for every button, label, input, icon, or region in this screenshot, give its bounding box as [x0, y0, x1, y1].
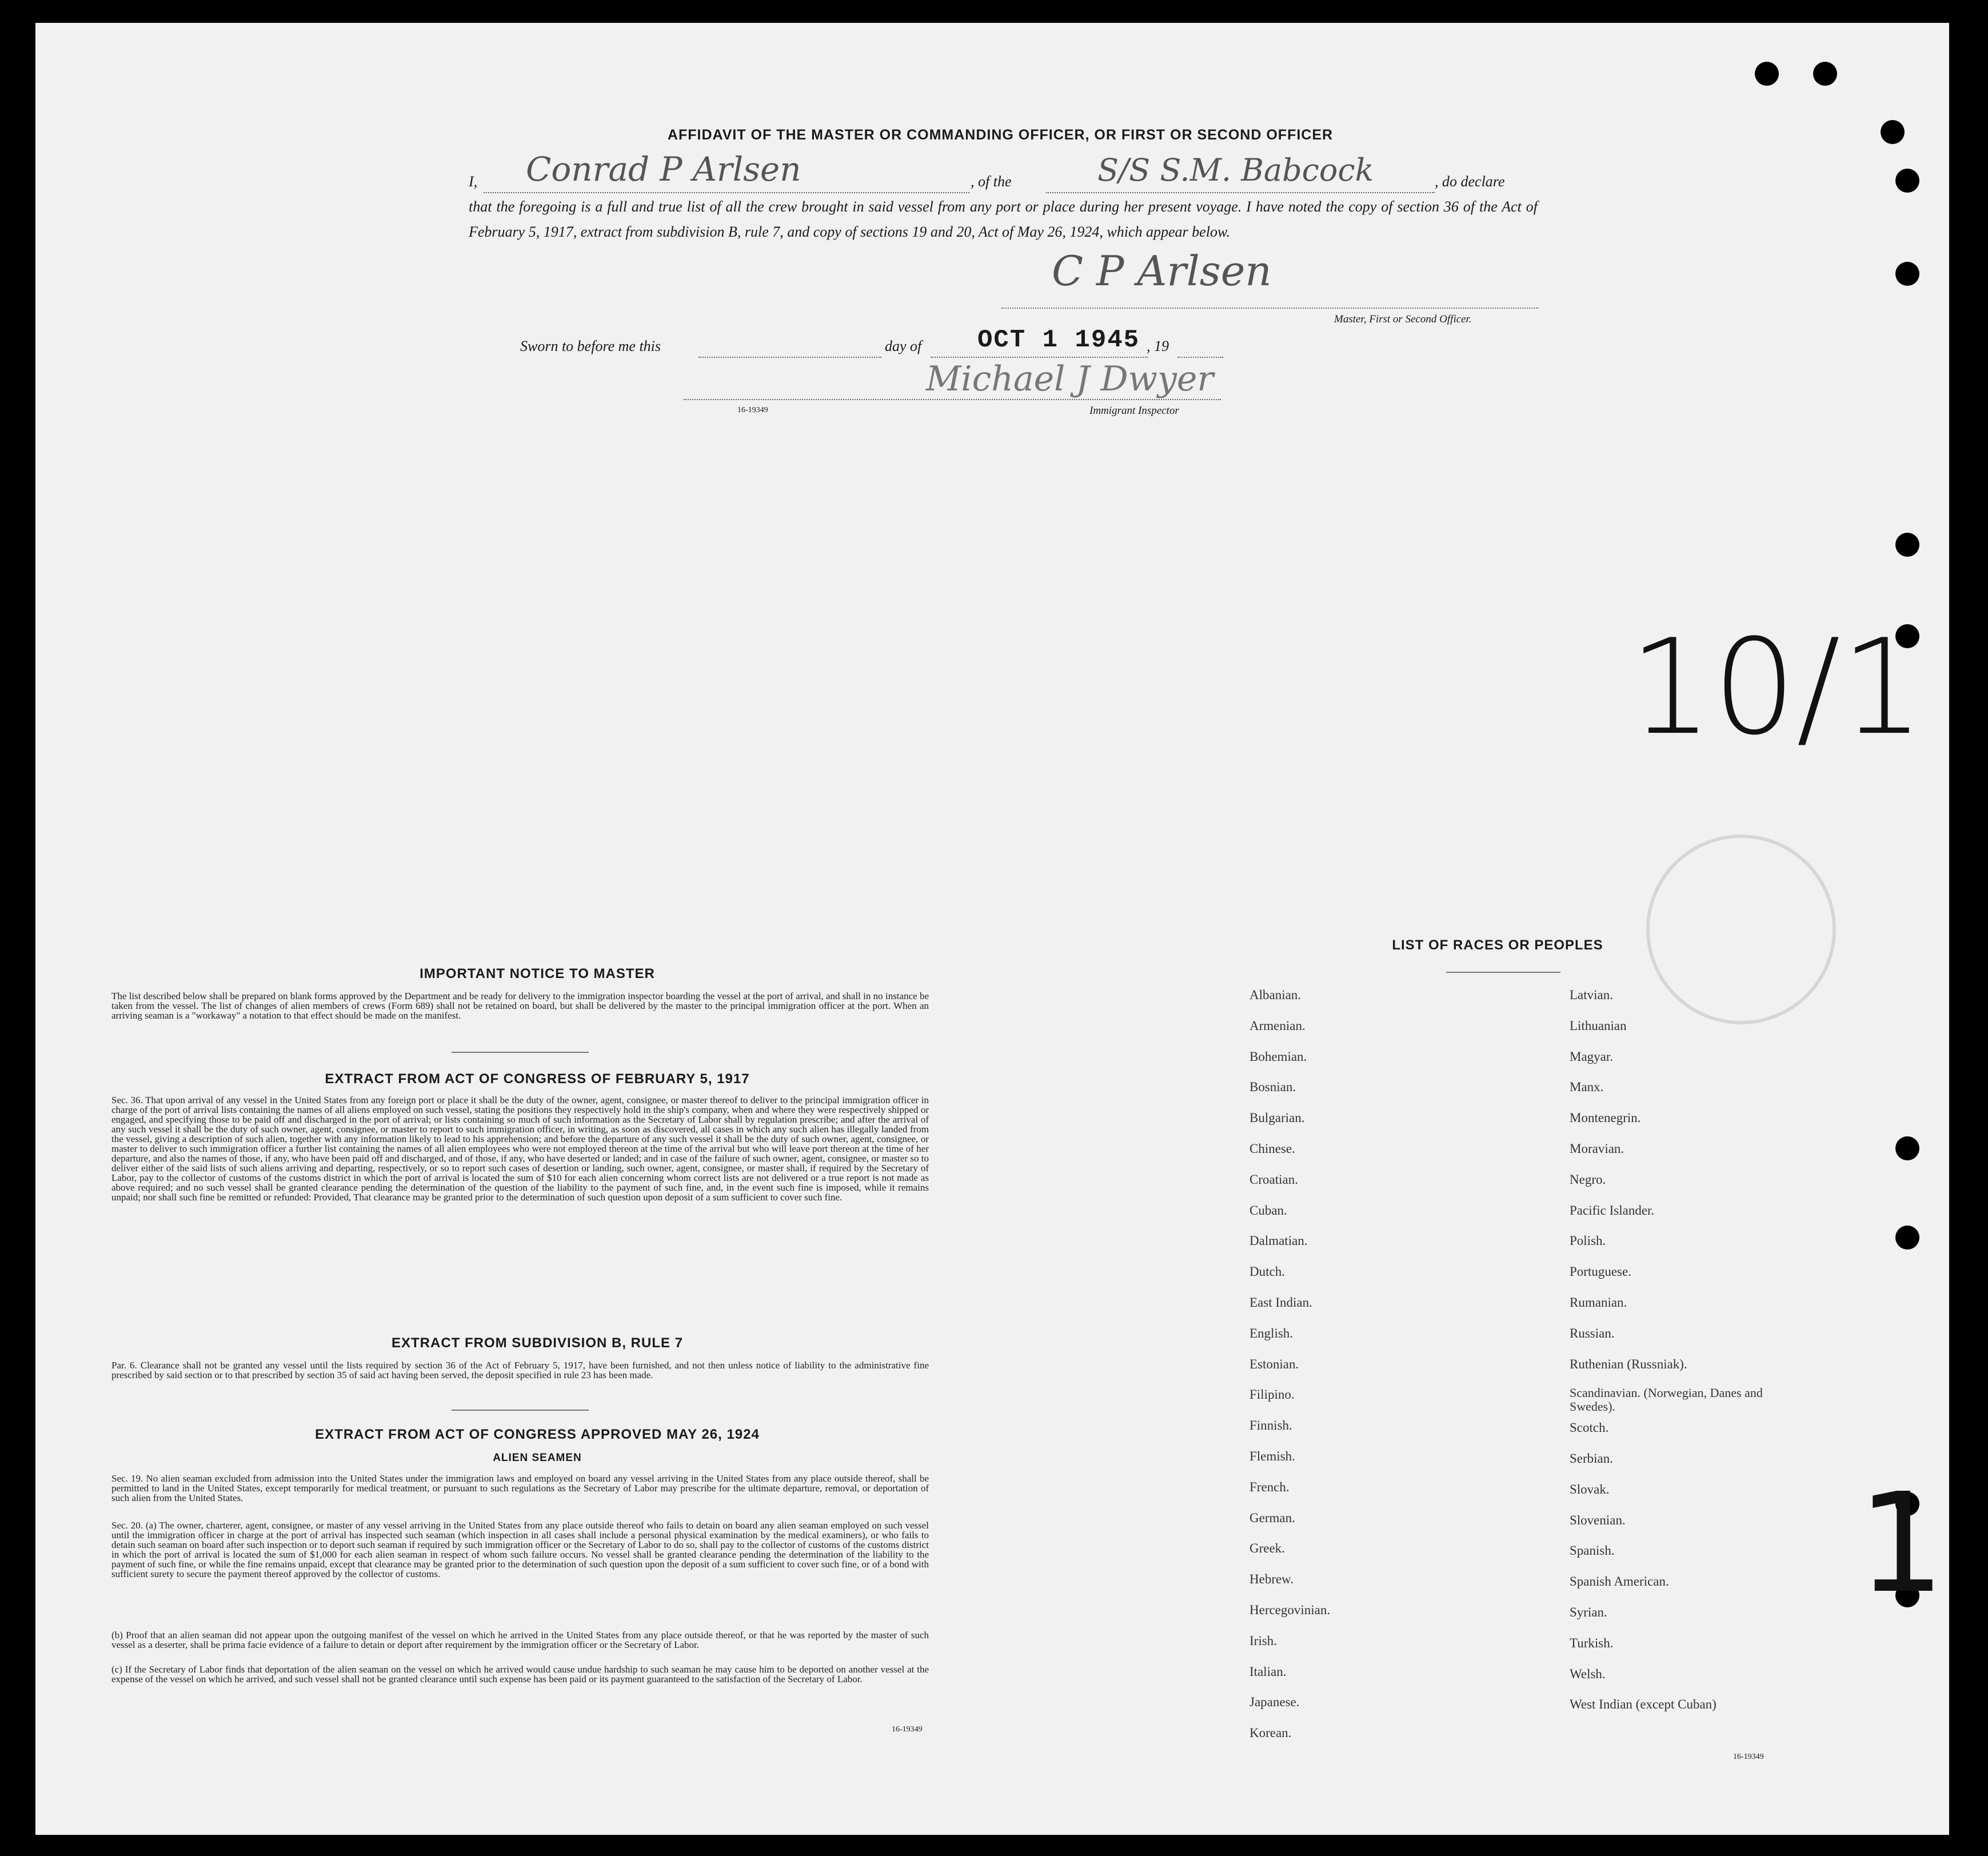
race-item: French.	[1250, 1479, 1290, 1494]
punch-hole	[1895, 533, 1919, 557]
race-item: Slovak.	[1570, 1482, 1610, 1496]
inspector-line	[684, 399, 1221, 400]
sworn-month-line	[931, 357, 1148, 358]
race-item: Bohemian.	[1250, 1049, 1307, 1064]
inspector-caption: Immigrant Inspector	[1089, 405, 1179, 417]
sworn-label: Sworn to before me this	[520, 338, 661, 354]
race-item: Finnish.	[1250, 1418, 1292, 1433]
race-item: Turkish.	[1570, 1635, 1614, 1650]
race-item: Spanish.	[1570, 1543, 1615, 1558]
handwritten-date: 10/1	[1629, 612, 1925, 764]
extract-1924-title: EXTRACT FROM ACT OF CONGRESS APPROVED MAY 26, 1924	[315, 1427, 760, 1442]
race-item: Moravian.	[1570, 1141, 1624, 1156]
race-item: Serbian.	[1570, 1451, 1614, 1466]
race-item: Rumanian.	[1570, 1295, 1627, 1310]
master-name-handwriting: Conrad P Arlsen	[526, 150, 801, 189]
race-item: Negro.	[1570, 1172, 1606, 1187]
affidavit-title: AFFIDAVIT OF THE MASTER OR COMMANDING OFFICER, OR FIRST OR SECOND OFFICER	[667, 127, 1334, 143]
i-label: I,	[469, 173, 478, 190]
race-item: Albanian.	[1250, 988, 1302, 1002]
race-item: Hebrew.	[1250, 1572, 1294, 1587]
punch-hole	[1755, 62, 1779, 86]
race-item: Manx.	[1570, 1080, 1604, 1095]
race-item: Latvian.	[1570, 988, 1613, 1002]
punch-hole	[1813, 62, 1837, 86]
race-item: Armenian.	[1250, 1018, 1306, 1033]
race-item: Bosnian.	[1250, 1080, 1296, 1095]
race-item: Scandinavian. (Norwegian, Danes and Swedes).	[1570, 1386, 1763, 1414]
sec20c-text: (c) If the Secretary of Labor finds that deportation of the alien seaman on the vessel on which he arrived would cause undue hardship to such seaman he may cause him to be deported on another vessel at the expense of the vessel on which he arrived, and such vessel shall not be granted clearance until such expense has been paid or its payment guaranteed to the satisfaction of the Secretary of Labor.	[111, 1664, 929, 1685]
notice-title: IMPORTANT NOTICE TO MASTER	[420, 966, 655, 981]
race-item: Estonian.	[1250, 1356, 1299, 1371]
punch-hole	[1895, 1226, 1919, 1250]
form-number: 16-19349	[1733, 1753, 1764, 1761]
day-of-label: day of	[885, 338, 922, 354]
race-item: Hercegovinian.	[1250, 1603, 1331, 1617]
race-item: East Indian.	[1250, 1295, 1312, 1310]
vessel-name-line	[1046, 192, 1435, 193]
race-item: Greek.	[1250, 1541, 1285, 1556]
race-item: Pacific Islander.	[1570, 1203, 1655, 1218]
signature-line	[1001, 308, 1539, 309]
race-item: German.	[1250, 1510, 1295, 1525]
form-number: 16-19349	[892, 1725, 923, 1734]
inspector-signature: Michael J Dwyer	[926, 359, 1214, 399]
race-item: Japanese.	[1250, 1695, 1300, 1710]
divider	[452, 1052, 589, 1053]
corner-mark: 1	[1858, 1463, 1945, 1623]
race-item: Welsh.	[1570, 1666, 1606, 1681]
punch-hole	[1881, 120, 1905, 144]
extract-1917-text: Sec. 36. That upon arrival of any vessel in the United States from any foreign port or place it shall be the duty of the owner, agent, consignee, or master thereof to deliver to the principal immigration officer in charge of the port of arrival lists containing the names of all aliens employed on such vessel, stating the positions they respectively hold in the ship's company, when and where they were respectively shipped or engaged, and specifying those to be paid off and discharged in the port of arrival; or lists containing so much of such information as the Secretary of Labor shall by regulation prescribe; and after the arrival of any such vessel it shall be the duty of such owner, agent, consignee, or master to report to such immigration officer, in writing, as soon as discovered, all cases in which any such alien has illegally landed from the vessel, giving a description of such alien, together with any information likely to lead to his apprehension; and before the departure of any such vessel it shall be the duty of such owner, agent, consignee, or master to deliver to such immigration officer a further list containing the names of all alien employees who were not employed thereon at the time of the arrival but who will leave port thereon at the time of her departure, and also the names of those, if any, who have been paid off and discharged, and of those, if any, who have deserted or landed; and in case of the failure of such owner, agent, consignee, or master so to deliver either of the said lists of such aliens arriving and departing, respectively, or so to report such cases of desertion or landing, such owner, agent, consignee, or master shall, if required by the Secretary of Labor, pay to the collector of customs of the customs district in which the port of arrival is located the sum of $10 for each alien concerning whom correct lists are not delivered or a true report is not made as above required; and no such vessel shall be granted clearance pending the determination of the question of the liability to the payment of such fine, and, in the event such fine is imposed, while it remains unpaid; nor shall such fine be remitted or refunded: Provided, That clearance may be granted prior to the determination of such question upon deposit of a sum sufficient to cover such fine.	[111, 1095, 929, 1203]
affidavit-body: that the foregoing is a full and true list of all the crew brought in said vessel from any port or place during her present voyage. I have noted the copy of section 36 of the Act of February 5, 1917, extract from subdivision B, rule 7, and copy of sections 19 and 20, Act of May 26, 1924, which appear below.	[469, 198, 1538, 240]
race-item: Chinese.	[1250, 1141, 1295, 1156]
race-item: West Indian (except Cuban)	[1570, 1697, 1716, 1712]
master-name-line	[484, 192, 969, 193]
sec20b-text: (b) Proof that an alien seaman did not appear upon the outgoing manifest of the vessel on which he arrived in the United States from any place outside thereof, or that he was reported by the master of such vessel as a deserter, shall be prima facie evidence of a failure to detain or deport after requirement by the immigration officer or the Secretary of Labor.	[111, 1630, 929, 1650]
race-item: Flemish.	[1250, 1449, 1295, 1463]
race-item: Cuban.	[1250, 1203, 1287, 1218]
vessel-name-handwriting: S/S S.M. Babcock	[1097, 152, 1374, 188]
race-item: Slovenian.	[1570, 1512, 1626, 1527]
year-label: , 19	[1147, 338, 1169, 354]
signature-caption: Master, First or Second Officer.	[1334, 313, 1472, 325]
race-item: Syrian.	[1570, 1605, 1607, 1619]
divider	[452, 1410, 589, 1411]
race-item: Spanish American.	[1570, 1574, 1669, 1589]
date-stamp: OCT 1 1945	[977, 326, 1140, 354]
race-item: Dutch.	[1250, 1264, 1285, 1279]
of-the-label: , of the	[971, 173, 1012, 190]
declare-label: , do declare	[1435, 173, 1505, 190]
sec20a-text: Sec. 20. (a) The owner, charterer, agent, consignee, or master of any vessel arriving in the United States from any place outside thereof who fails to detain on board any alien seaman employed on such vessel until the immigration officer in charge at the port of arrival has inspected such seaman (which inspection in all cases shall include a personal physical examination by the medical examiners), or who fails to detain such seaman on board after such inspection or to deport such seaman if required by such immigration officer or the Secretary of Labor to do so, shall pay to the collector of customs of the customs district in which the port of arrival is located the sum of $1,000 for each alien seaman in respect of whom such failure occurs. No vessel shall be granted clearance pending the determination of the liability to the payment of such fine, or while the fine remains unpaid, except that clearance may be granted prior to the determination of such question upon the deposit of a sum sufficient to cover such fine, or of a bond with sufficient surety to secure the payment thereof approved by the collector of customs.	[111, 1520, 929, 1579]
race-item: Dalmatian.	[1250, 1234, 1308, 1248]
race-item: Russian.	[1570, 1326, 1615, 1340]
extract-rule7-title: EXTRACT FROM SUBDIVISION B, RULE 7	[391, 1335, 684, 1351]
year-line	[1177, 357, 1223, 358]
race-item: Montenegrin.	[1570, 1111, 1641, 1125]
notice-text: The list described below shall be prepared on blank forms approved by the Department and be ready for delivery to the immigration inspector boarding the vessel at the port of arrival, and shall in no instance be taken from the vessel. The list of changes of alien members of crews (Form 689) shall not be retained on board, but shall be delivered by the master to the principal immigration officer at the port. When an arriving seaman is a "workaway" a notation to that effect should be made on the manifest.	[111, 991, 929, 1021]
sec19-text: Sec. 19. No alien seaman excluded from admission into the United States under the immigration laws and employed on board any vessel arriving in the United States from any place outside thereof, shall be permitted to land in the United States, except temporarily for medical treatment, or pursuant to such regulations as the Secretary of Labor may prescribe for the ultimate departure, removal, or deportation of such alien from the United States.	[111, 1473, 929, 1503]
race-item: Irish.	[1250, 1633, 1277, 1648]
race-item: Filipino.	[1250, 1387, 1295, 1402]
race-item: Italian.	[1250, 1664, 1287, 1679]
race-item: Portuguese.	[1570, 1264, 1631, 1279]
race-item: Magyar.	[1570, 1049, 1614, 1064]
race-item: Scotch.	[1570, 1420, 1609, 1435]
faint-seal	[1646, 835, 1836, 1024]
race-item: Ruthenian (Russniak).	[1570, 1356, 1687, 1371]
race-item: Bulgarian.	[1250, 1111, 1305, 1125]
race-item: Lithuanian	[1570, 1018, 1627, 1033]
extract-1924-subtitle: ALIEN SEAMEN	[493, 1452, 582, 1464]
master-signature: C P Arlsen	[1052, 247, 1272, 295]
extract-rule7-text: Par. 6. Clearance shall not be granted any vessel until the lists required by section 36 of the Act of February 5, 1917, have been furnished, and not then unless notice of liability to the administrative fine prescribed by said section or to that prescribed by section 35 of said act having been served, the deposit specified in rule 23 has been made.	[111, 1360, 929, 1380]
races-title: LIST OF RACES OR PEOPLES	[1392, 937, 1603, 953]
form-number: 16-19349	[737, 406, 768, 414]
race-item: English.	[1250, 1326, 1294, 1340]
punch-hole	[1895, 262, 1919, 286]
sworn-day-line	[698, 357, 881, 358]
race-item: Croatian.	[1250, 1172, 1298, 1187]
punch-hole	[1895, 1136, 1919, 1160]
divider	[1446, 972, 1560, 973]
race-item: Korean.	[1250, 1726, 1292, 1741]
race-item: Polish.	[1570, 1234, 1606, 1248]
extract-1917-title: EXTRACT FROM ACT OF CONGRESS OF FEBRUARY 5, 1917	[325, 1071, 750, 1087]
punch-hole	[1895, 169, 1919, 193]
